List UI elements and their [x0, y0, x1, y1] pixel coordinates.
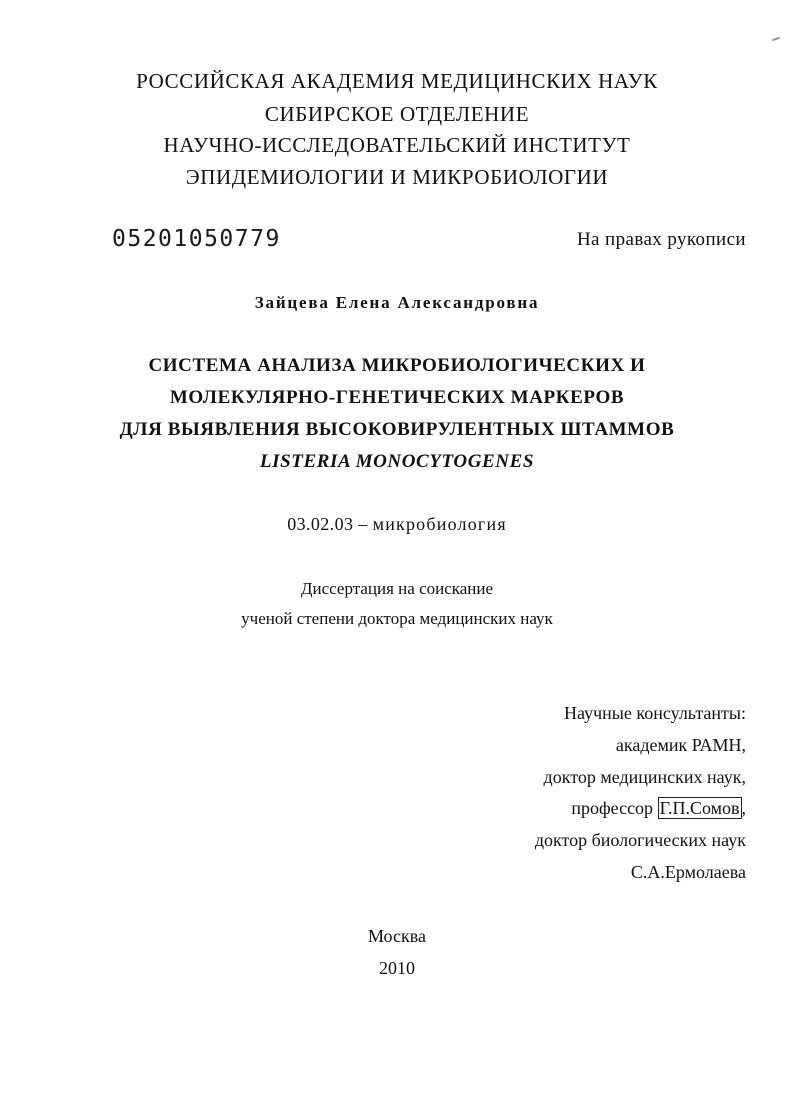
city: Москва — [368, 926, 426, 946]
title-line-1: СИСТЕМА АНАЛИЗА МИКРОБИОЛОГИЧЕСКИХ И — [148, 355, 646, 376]
document-code: 05201050779 — [112, 226, 281, 252]
consultant-line-3 — [571, 798, 746, 819]
title-line-2: МОЛЕКУЛЯРНО-ГЕНЕТИЧЕСКИХ МАРКЕРОВ — [169, 387, 625, 408]
consultant-line-4: доктор биологических наук — [534, 830, 746, 850]
consultant-line-1: академик РАМН, — [615, 735, 746, 755]
year: 2010 — [379, 958, 415, 978]
consultant-line-5: С.А.Ермолаева — [630, 862, 746, 882]
specialty-name: микробиология — [372, 514, 507, 534]
specialty-dash: – — [358, 514, 368, 534]
title-line-4: LISTERIA MONOCYTOGENES — [259, 451, 535, 472]
author-name: Зайцева Елена Александровна — [254, 293, 540, 312]
consultant-name-boxed: Г.П.Сомов — [659, 798, 740, 818]
consultant-title: профессор — [571, 798, 654, 818]
institution-line-3: НАУЧНО-ИССЛЕДОВАТЕЛЬСКИЙ ИНСТИТУТ — [163, 133, 631, 157]
manuscript-note: На правах рукописи — [576, 229, 746, 250]
specialty — [0, 514, 794, 535]
consultants-heading: Научные консультанты: — [564, 703, 746, 723]
institution-line-4: ЭПИДЕМИОЛОГИИ И МИКРОБИОЛОГИИ — [185, 165, 609, 189]
consultant-line-2: доктор медицинских наук, — [543, 767, 746, 787]
specialty-code: 03.02.03 — [287, 514, 354, 534]
scan-mark — [772, 37, 780, 42]
dissertation-line-2: ученой степени доктора медицинских наук — [241, 609, 553, 628]
dissertation-line-1: Диссертация на соискание — [300, 579, 494, 598]
institution-line-2: СИБИРСКОЕ ОТДЕЛЕНИЕ — [264, 102, 530, 126]
institution-line-1: РОССИЙСКАЯ АКАДЕМИЯ МЕДИЦИНСКИХ НАУК — [136, 69, 658, 93]
consultant-comma: , — [741, 798, 746, 818]
title-line-3: ДЛЯ ВЫЯВЛЕНИЯ ВЫСОКОВИРУЛЕНТНЫХ ШТАММОВ — [119, 419, 675, 440]
